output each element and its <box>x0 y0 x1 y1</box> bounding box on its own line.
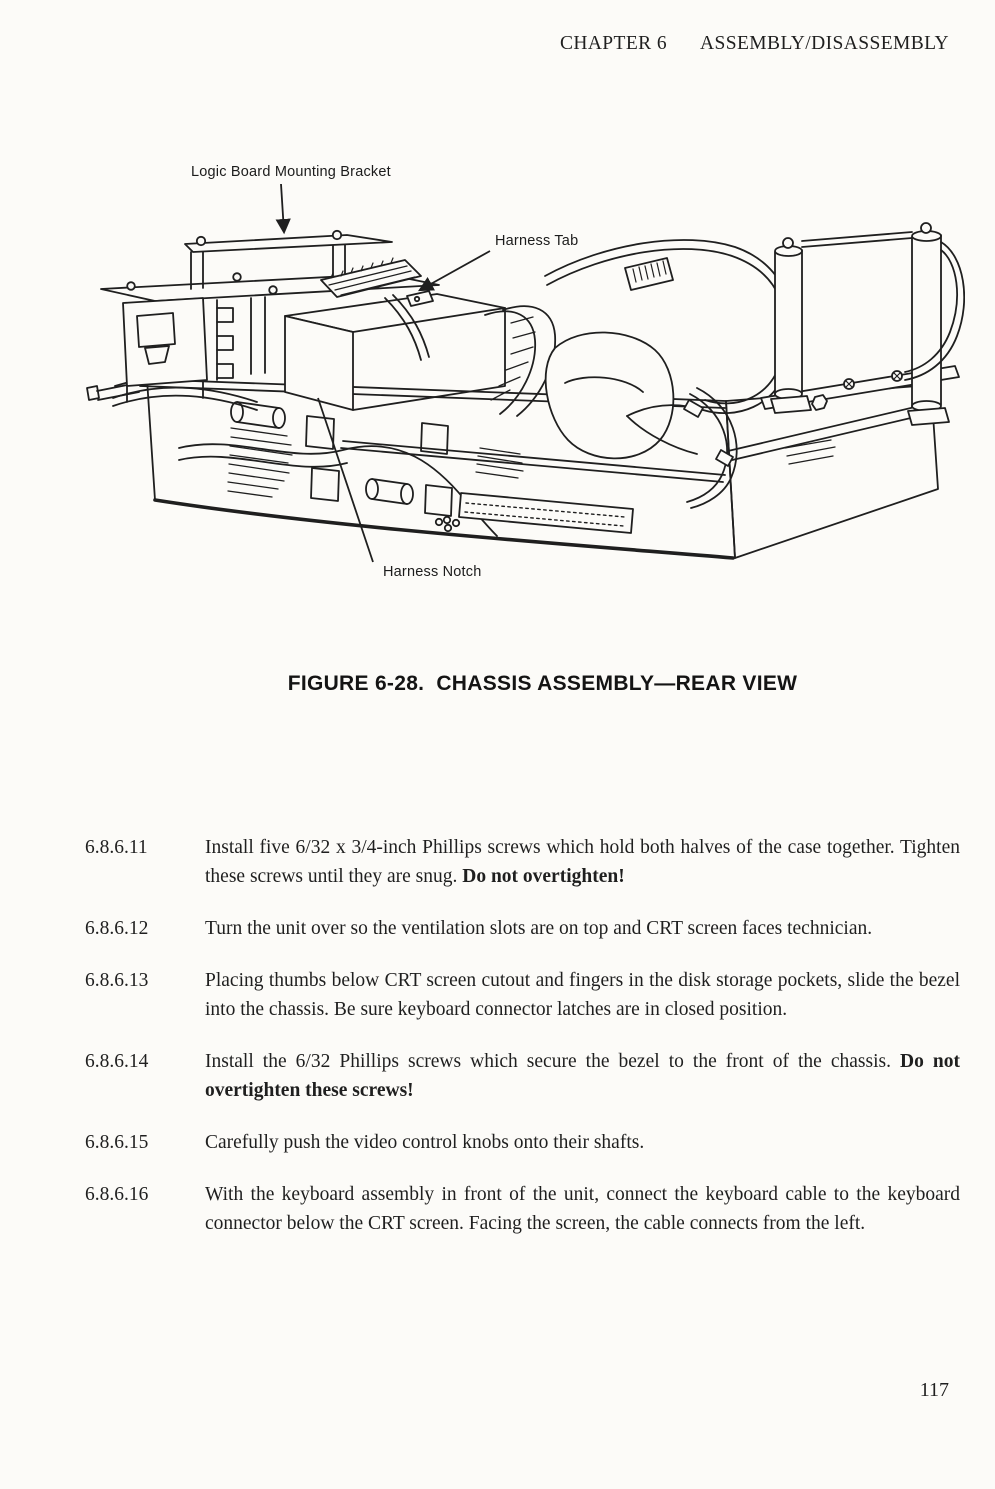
power-supply-box <box>285 294 505 410</box>
step-text <box>205 1047 960 1105</box>
step-6-8-6-14 <box>85 1047 960 1105</box>
figure-caption-title: CHASSIS ASSEMBLY—REAR VIEW <box>436 672 798 695</box>
step-number: 6.8.6.12 <box>85 918 149 939</box>
instruction-steps <box>85 833 960 1261</box>
step-number: 6.8.6.16 <box>85 1184 149 1205</box>
step-text <box>205 966 960 1024</box>
step-text <box>205 1180 960 1238</box>
step-6-8-6-13 <box>85 966 960 1024</box>
chapter-number: CHAPTER 6 <box>559 33 668 54</box>
step-6-8-6-16 <box>85 1180 960 1238</box>
label-harness-tab: Harness Tab <box>495 233 579 249</box>
step-text-normal: Install five 6/32 x 3/4-inch Phillips screws which hold both halves of the case together. Tighten these screws until they are snug. <box>205 837 960 887</box>
step-text-bold: Do not overtighten! <box>462 866 625 887</box>
step-text-normal: Install the 6/32 Phillips screws which secure the bezel to the front of the chassis. <box>205 1051 901 1072</box>
step-number: 6.8.6.14 <box>85 1051 149 1072</box>
step-text <box>205 1128 960 1157</box>
step-text <box>205 914 960 943</box>
figure-caption <box>90 672 995 696</box>
step-text-normal: Placing thumbs below CRT screen cutout and fingers in the disk storage pockets, slide the bezel into the chassis. Be sure keyboard connector latches are in closed position. <box>205 970 960 1020</box>
step-number: 6.8.6.13 <box>85 970 149 991</box>
step-6-8-6-12 <box>85 914 960 943</box>
figure-caption-number: FIGURE 6-28. <box>287 672 425 695</box>
figure-area <box>85 148 965 608</box>
step-text-normal: Turn the unit over so the ventilation slots are on top and CRT screen faces technician. <box>205 918 873 939</box>
step-text <box>205 833 960 891</box>
leader-logic-board-bracket <box>281 184 284 232</box>
chassis-rear-view-illustration <box>85 148 965 608</box>
running-head <box>560 33 949 55</box>
step-text-normal: With the keyboard assembly in front of the unit, connect the keyboard cable to the keyboard connector below the CRT screen. Facing the screen, the cable connects from the left. <box>205 1184 960 1234</box>
label-logic-board-mounting-bracket: Logic Board Mounting Bracket <box>191 164 391 180</box>
chapter-title: ASSEMBLY/DISASSEMBLY <box>700 33 949 54</box>
step-text-bold: Do not overtighten these screws! <box>205 1051 961 1101</box>
step-6-8-6-15 <box>85 1128 960 1157</box>
crt-yoke-cover <box>546 332 674 458</box>
step-6-8-6-11 <box>85 833 960 891</box>
step-number: 6.8.6.15 <box>85 1132 149 1153</box>
step-text-normal: Carefully push the video control knobs onto their shafts. <box>205 1132 645 1153</box>
comb-connector <box>625 258 673 290</box>
leader-harness-tab <box>420 251 490 290</box>
step-number: 6.8.6.11 <box>85 837 148 858</box>
page-number: 117 <box>919 1379 949 1401</box>
label-harness-notch: Harness Notch <box>383 564 482 580</box>
